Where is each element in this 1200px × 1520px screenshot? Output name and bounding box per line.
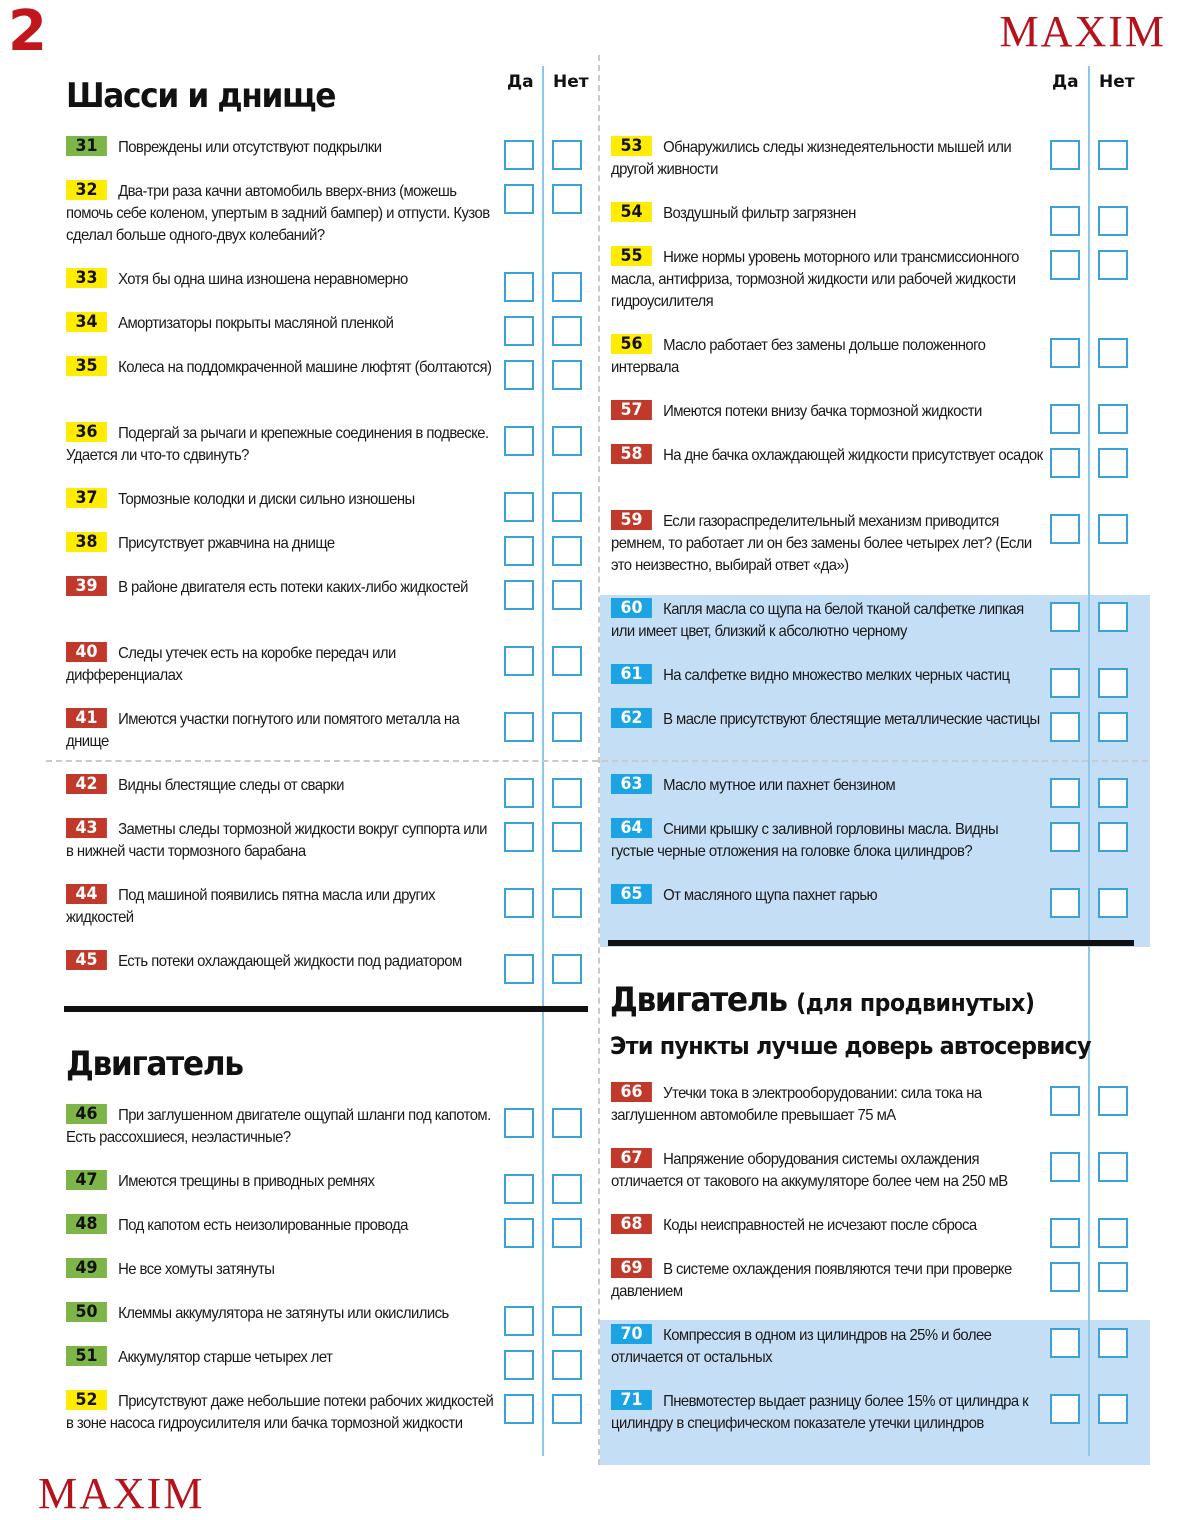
item-text: На дне бачка охлаждающей жидкости присутствует осадок	[663, 447, 1043, 464]
checkbox-no-71[interactable]	[1098, 1394, 1128, 1424]
checkbox-no-52[interactable]	[552, 1394, 582, 1424]
checkbox-no-53[interactable]	[1098, 140, 1128, 170]
item-number-badge: 63	[611, 774, 652, 794]
checkbox-no-56[interactable]	[1098, 338, 1128, 368]
item-text: Имеются участки погнутого или помятого металла на днище	[66, 711, 460, 750]
checkbox-yes-33[interactable]	[504, 272, 534, 302]
right-dashed-separator	[602, 760, 1148, 762]
item-number-badge: 71	[611, 1390, 652, 1410]
item-text: Видны блестящие следы от сварки	[118, 777, 344, 794]
item-number-badge: 40	[66, 642, 107, 662]
item-text: Сними крышку с заливной горловины масла. Видны густые черные отложения на головке блока цилиндров?	[611, 821, 999, 860]
item-text: Компрессия в одном из цилиндров на 25% и более отличается от остальных	[611, 1327, 992, 1366]
checkbox-yes-63[interactable]	[1050, 778, 1080, 808]
item-text: Присутствуют даже небольшие потеки рабочих жидкостей в зоне насоса гидроусилителя или бачка тормозной жидкости	[66, 1393, 494, 1432]
item-text: Масло работает без замены дольше положенного интервала	[611, 337, 986, 376]
item-number-badge: 59	[611, 510, 652, 530]
item-number-badge: 68	[611, 1214, 652, 1234]
item-number-badge: 52	[66, 1390, 107, 1410]
checklist-item	[66, 1104, 496, 1149]
checklist-item	[66, 1390, 496, 1435]
checkbox-no-43[interactable]	[552, 822, 582, 852]
right-yes-header: Да	[1052, 72, 1079, 92]
checklist-item	[611, 334, 1043, 379]
item-number-badge: 64	[611, 818, 652, 838]
item-text: Есть потеки охлаждающей жидкости под радиатором	[118, 953, 462, 970]
maxim-logo-bottom: MAXIM	[38, 1469, 205, 1518]
section-title-engine: Двигатель	[66, 1044, 243, 1084]
checkbox-no-63[interactable]	[1098, 778, 1128, 808]
left-dashed-separator	[46, 760, 598, 762]
item-number-badge: 47	[66, 1170, 107, 1190]
checkbox-no-62[interactable]	[1098, 712, 1128, 742]
item-number-badge: 69	[611, 1258, 652, 1278]
checkbox-yes-38[interactable]	[504, 536, 534, 566]
checkbox-yes-32[interactable]	[504, 184, 534, 214]
checkbox-yes-52[interactable]	[504, 1394, 534, 1424]
item-number-badge: 44	[66, 884, 107, 904]
checklist-item	[66, 136, 496, 159]
checklist-item	[66, 180, 496, 247]
item-number-badge: 54	[611, 202, 652, 222]
checklist-item	[66, 642, 496, 687]
item-number-badge: 57	[611, 400, 652, 420]
item-text: Присутствует ржавчина на днище	[118, 535, 335, 552]
checkbox-no-42[interactable]	[552, 778, 582, 808]
checklist-item	[611, 202, 1043, 225]
checkbox-yes-39[interactable]	[504, 580, 534, 610]
checklist-item	[611, 598, 1043, 643]
checkbox-yes-46[interactable]	[504, 1108, 534, 1138]
checkbox-no-51[interactable]	[552, 1350, 582, 1380]
item-text: Колеса на поддомкраченной машине люфтят (болтаются)	[118, 359, 492, 376]
checkbox-yes-37[interactable]	[504, 492, 534, 522]
checkbox-yes-58[interactable]	[1050, 448, 1080, 478]
item-text: Хотя бы одна шина изношена неравномерно	[118, 271, 408, 288]
checklist-item	[66, 1214, 496, 1237]
checkbox-no-33[interactable]	[552, 272, 582, 302]
checkbox-yes-67[interactable]	[1050, 1152, 1080, 1182]
checkbox-no-35[interactable]	[552, 360, 582, 390]
item-text: Воздушный фильтр загрязнен	[663, 205, 856, 222]
left-section-rule	[64, 1006, 588, 1012]
checklist-item	[66, 576, 496, 599]
item-number-badge: 34	[66, 312, 107, 332]
left-yes-header: Да	[507, 72, 534, 92]
checklist-item	[66, 356, 496, 379]
checkbox-no-39[interactable]	[552, 580, 582, 610]
checkbox-yes-69[interactable]	[1050, 1262, 1080, 1292]
checkbox-yes-70[interactable]	[1050, 1328, 1080, 1358]
item-number-badge: 66	[611, 1082, 652, 1102]
left-no-header: Нет	[553, 72, 589, 92]
item-number-badge: 46	[66, 1104, 107, 1124]
item-number-badge: 32	[66, 180, 107, 200]
item-text: Следы утечек есть на коробке передач или дифференциалах	[66, 645, 396, 684]
checklist-item	[611, 664, 1047, 687]
checkbox-no-32[interactable]	[552, 184, 582, 214]
item-number-badge: 53	[611, 136, 652, 156]
checkbox-no-46[interactable]	[552, 1108, 582, 1138]
checkbox-no-60[interactable]	[1098, 602, 1128, 632]
checklist-item	[66, 268, 496, 291]
item-number-badge: 61	[611, 664, 652, 684]
checkbox-no-54[interactable]	[1098, 206, 1128, 236]
item-number-badge: 31	[66, 136, 107, 156]
section-title-engine-advanced	[610, 980, 1035, 1020]
checkbox-no-67[interactable]	[1098, 1152, 1128, 1182]
right-no-header: Нет	[1099, 72, 1135, 92]
item-number-badge: 33	[66, 268, 107, 288]
checkbox-yes-40[interactable]	[504, 646, 534, 676]
checkbox-yes-36[interactable]	[504, 426, 534, 456]
checklist-item	[66, 818, 496, 863]
item-number-badge: 39	[66, 576, 107, 596]
item-text: Два-три раза качни автомобиль вверх-вниз (можешь помочь себе коленом, упертым в задний бампер) и отпусти. Кузов сделал больше одного-двух колебаний?	[66, 183, 490, 244]
section-title-engine-advanced-suffix: (для продвинутых)	[796, 989, 1035, 1017]
item-text: Ниже нормы уровень моторного или трансмиссионного масла, антифриза, тормозной жидкости или рабочей жидкости гидроусилителя	[611, 249, 1019, 310]
item-text: Имеются потеки внизу бачка тормозной жидкости	[663, 403, 982, 420]
checklist-item	[66, 1346, 496, 1369]
item-text: Заметны следы тормозной жидкости вокруг суппорта или в нижней части тормозного барабана	[66, 821, 487, 860]
item-text: Под машиной появились пятна масла или других жидкостей	[66, 887, 436, 926]
checkbox-yes-50[interactable]	[504, 1306, 534, 1336]
checkbox-no-41[interactable]	[552, 712, 582, 742]
checklist-item	[611, 818, 1043, 863]
checkbox-yes-65[interactable]	[1050, 888, 1080, 918]
item-text: На салфетке видно множество мелких черных частиц	[663, 667, 1010, 684]
section-title-engine-advanced-main: Двигатель	[610, 980, 787, 1020]
column-divider	[598, 55, 600, 1465]
checkbox-yes-31[interactable]	[504, 140, 534, 170]
item-text: Подергай за рычаги и крепежные соединения в подвеске. Удается ли что-то сдвинуть?	[66, 425, 489, 464]
checklist-item	[611, 1324, 1043, 1369]
checkbox-yes-34[interactable]	[504, 316, 534, 346]
checkbox-yes-41[interactable]	[504, 712, 534, 742]
checkbox-yes-57[interactable]	[1050, 404, 1080, 434]
item-text: Если газораспределительный механизм приводится ремнем, то работает ли он без замены более четырех лет? (Если это неизвестно, выбирай ответ «да»)	[611, 513, 1032, 574]
checkbox-no-55[interactable]	[1098, 250, 1128, 280]
checkbox-no-58[interactable]	[1098, 448, 1128, 478]
item-number-badge: 45	[66, 950, 107, 970]
checklist-item	[66, 1170, 496, 1193]
checkbox-no-40[interactable]	[552, 646, 582, 676]
checkbox-no-48[interactable]	[552, 1218, 582, 1248]
item-number-badge: 65	[611, 884, 652, 904]
checklist-item	[611, 1148, 1043, 1193]
item-text: При заглушенном двигателе ощупай шланги под капотом. Есть рассохшиеся, неэластичные?	[66, 1107, 491, 1146]
checklist-item	[611, 884, 1043, 907]
checkbox-yes-48[interactable]	[504, 1218, 534, 1248]
checkbox-yes-71[interactable]	[1050, 1394, 1080, 1424]
checkbox-no-69[interactable]	[1098, 1262, 1128, 1292]
item-number-badge: 37	[66, 488, 107, 508]
checkbox-no-36[interactable]	[552, 426, 582, 456]
checkbox-no-66[interactable]	[1098, 1086, 1128, 1116]
right-section-rule	[608, 940, 1134, 946]
item-number-badge: 67	[611, 1148, 652, 1168]
item-text: В системе охлаждения появляются течи при проверке давлением	[611, 1261, 1012, 1300]
checklist-item	[66, 774, 496, 797]
checkbox-no-38[interactable]	[552, 536, 582, 566]
maxim-logo: MAXIM	[999, 7, 1166, 56]
item-number-badge: 43	[66, 818, 107, 838]
checklist-item	[66, 950, 500, 973]
checklist-item	[611, 444, 1043, 467]
item-number-badge: 56	[611, 334, 652, 354]
checkbox-yes-62[interactable]	[1050, 712, 1080, 742]
checkbox-no-65[interactable]	[1098, 888, 1128, 918]
item-text: Обнаружились следы жизнедеятельности мышей или другой живности	[611, 139, 1012, 178]
checkbox-yes-51[interactable]	[504, 1350, 534, 1380]
checkbox-yes-35[interactable]	[504, 360, 534, 390]
item-text: Повреждены или отсутствуют подкрылки	[118, 139, 382, 156]
item-number-badge: 60	[611, 598, 652, 618]
item-text: Утечки тока в электрооборудовании: сила тока на заглушенном автомобиле превышает 75 мА	[611, 1085, 982, 1124]
page-number: 2	[8, 0, 45, 64]
item-number-badge: 42	[66, 774, 107, 794]
checklist-item	[611, 400, 1043, 423]
item-text: Капля масла со щупа на белой тканой салфетке липкая или имеет цвет, близкий к абсолютно черному	[611, 601, 1024, 640]
checkbox-yes-54[interactable]	[1050, 206, 1080, 236]
checkbox-yes-56[interactable]	[1050, 338, 1080, 368]
checklist-item	[611, 1258, 1043, 1303]
item-number-badge: 49	[66, 1258, 107, 1278]
checkbox-no-31[interactable]	[552, 140, 582, 170]
item-text: Напряжение оборудования системы охлаждения отличается от такового на аккумуляторе более чем на 250 мВ	[611, 1151, 1008, 1190]
item-number-badge: 55	[611, 246, 652, 266]
checkbox-no-47[interactable]	[552, 1174, 582, 1204]
checklist-item	[66, 1302, 496, 1325]
item-text: Под капотом есть неизолированные провода	[118, 1217, 408, 1234]
checklist-item	[611, 1214, 1043, 1237]
checkbox-yes-68[interactable]	[1050, 1218, 1080, 1248]
section-subtitle-engine-advanced: Эти пункты лучше доверь автосервису	[610, 1032, 1091, 1060]
item-text: Амортизаторы покрыты масляной пленкой	[118, 315, 394, 332]
checklist-item	[611, 774, 1043, 797]
item-number-badge: 36	[66, 422, 107, 442]
checkbox-yes-42[interactable]	[504, 778, 534, 808]
item-number-badge: 48	[66, 1214, 107, 1234]
checkbox-yes-44[interactable]	[504, 888, 534, 918]
checkbox-no-59[interactable]	[1098, 514, 1128, 544]
checkbox-yes-55[interactable]	[1050, 250, 1080, 280]
checkbox-no-50[interactable]	[552, 1306, 582, 1336]
checkbox-yes-66[interactable]	[1050, 1086, 1080, 1116]
checklist-item	[66, 422, 496, 467]
item-number-badge: 62	[611, 708, 652, 728]
checklist-item	[66, 708, 496, 753]
checklist-item	[611, 1082, 1043, 1127]
item-text: Пневмотестер выдает разницу более 15% от цилиндра к цилиндру в специфическом показателе утечки цилиндров	[611, 1393, 1029, 1432]
checkbox-yes-61[interactable]	[1050, 668, 1080, 698]
checkbox-no-45[interactable]	[552, 954, 582, 984]
checkbox-no-44[interactable]	[552, 888, 582, 918]
item-text: В масле присутствуют блестящие металлические частицы	[663, 711, 1040, 728]
checkbox-no-57[interactable]	[1098, 404, 1128, 434]
checkbox-no-70[interactable]	[1098, 1328, 1128, 1358]
checkbox-yes-64[interactable]	[1050, 822, 1080, 852]
checkbox-yes-53[interactable]	[1050, 140, 1080, 170]
section-title-chassis: Шасси и днище	[66, 76, 336, 116]
item-number-badge: 38	[66, 532, 107, 552]
item-number-badge: 35	[66, 356, 107, 376]
item-text: В районе двигателя есть потеки каких-либо жидкостей	[118, 579, 468, 596]
checklist-item	[66, 1258, 496, 1281]
checklist-item	[66, 312, 496, 335]
item-text: От масляного щупа пахнет гарью	[663, 887, 878, 904]
item-number-badge: 51	[66, 1346, 107, 1366]
item-text: Клеммы аккумулятора не затянуты или окислились	[118, 1305, 449, 1322]
checklist-item	[66, 488, 496, 511]
item-text: Коды неисправностей не исчезают после сброса	[663, 1217, 977, 1234]
checkbox-yes-45[interactable]	[504, 954, 534, 984]
checkbox-no-64[interactable]	[1098, 822, 1128, 852]
checkbox-yes-59[interactable]	[1050, 514, 1080, 544]
item-text: Не все хомуты затянуты	[118, 1261, 275, 1278]
item-text: Тормозные колодки и диски сильно изношены	[118, 491, 415, 508]
item-number-badge: 41	[66, 708, 107, 728]
item-text: Имеются трещины в приводных ремнях	[118, 1173, 375, 1190]
item-text: Аккумулятор старше четырех лет	[118, 1349, 333, 1366]
item-number-badge: 70	[611, 1324, 652, 1344]
checkbox-no-61[interactable]	[1098, 668, 1128, 698]
checkbox-no-68[interactable]	[1098, 1218, 1128, 1248]
checklist-item	[66, 884, 496, 929]
checkbox-no-37[interactable]	[552, 492, 582, 522]
item-number-badge: 50	[66, 1302, 107, 1322]
checklist-item	[611, 136, 1043, 181]
item-number-badge: 58	[611, 444, 652, 464]
checklist-item	[611, 708, 1043, 731]
checklist-item	[66, 532, 496, 555]
checkbox-yes-60[interactable]	[1050, 602, 1080, 632]
item-text: Масло мутное или пахнет бензином	[663, 777, 896, 794]
checklist-item	[611, 246, 1043, 313]
checklist-item	[611, 1390, 1043, 1435]
checkbox-yes-43[interactable]	[504, 822, 534, 852]
checklist-item	[611, 510, 1043, 577]
checkbox-yes-47[interactable]	[504, 1174, 534, 1204]
checkbox-no-34[interactable]	[552, 316, 582, 346]
